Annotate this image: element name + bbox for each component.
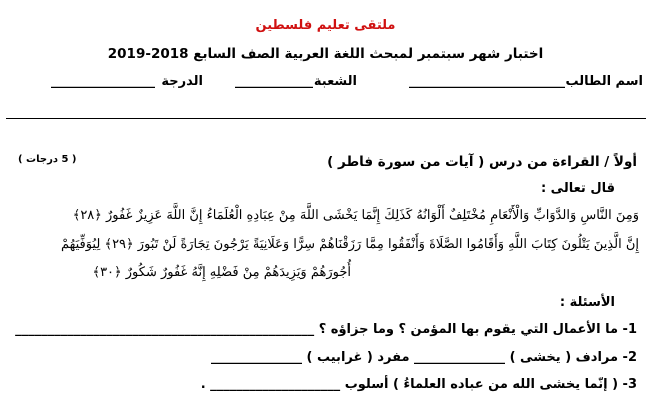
- section-label: الشعبة: [313, 74, 357, 89]
- student-name-blank: ________________________: [409, 74, 565, 89]
- student-name-label: اسم الطالب: [565, 74, 643, 89]
- section-blank: ____________: [235, 74, 313, 89]
- verse-line-1: وَمِنَ النَّاسِ وَالدَّوَابِّ وَالْأَنْعَامِ مُخْتَلِفٌ أَلْوَانُهُ كَذَلِكَ إِنَّمَا يَخْشَى اللَّهَ مِنْ عِبَادِهِ الْعُلَمَاءُ إِنَّ اللَّهَ عَزِيزٌ غَفُورٌ ﴿٢٨﴾: [72, 208, 639, 223]
- section1-score: ( 5 درجات ): [18, 154, 77, 165]
- question-3: 3- ( إنّما يخشى الله من عباده العلماءُ ) أسلوب ____________________ .: [200, 377, 637, 392]
- section1-heading: أولاً / القراءة من درس ( آيات من سورة فاطر ): [327, 154, 637, 170]
- verse-line-2: إِنَّ الَّذِينَ يَتْلُونَ كِتَابَ اللَّهِ وَأَقَامُوا الصَّلَاةَ وَأَنْفَقُوا مِمَّا رَزَقْنَاهُمْ سِرًّا وَعَلَانِيَةً يَرْجُونَ تِجَارَةً لَنْ تَبُورَ ﴿٢٩﴾ لِيُوَفِّيَهُمْ: [60, 237, 639, 252]
- verse-intro: قال تعالى :: [540, 181, 615, 196]
- questions-label: الأسئلة :: [559, 295, 615, 310]
- question-2: 2- مرادف ( يخشى ) ______________ مفرد ( غرابيب ) ______________: [211, 350, 637, 365]
- question-1: 1- ما الأعمال التي يقوم بها المؤمن ؟ وما جزاؤه ؟ ______________________________________________: [15, 322, 637, 337]
- student-info-row: [18, 74, 643, 98]
- site-title: ملتقى تعليم فلسطين: [255, 18, 396, 33]
- verse-line-3: أُجُورَهُمْ وَيَزِيدَهُمْ مِنْ فَضْلِهِ إِنَّهُ غَفُورٌ شَكُورٌ ﴿٣٠﴾: [92, 265, 351, 280]
- grade-blank: ________________: [51, 74, 155, 89]
- exam-subtitle: اختبار شهر سبتمبر لمبحث اللغة العربية الصف السابع 2018-2019: [107, 46, 544, 62]
- header-divider: [6, 118, 646, 119]
- grade-label: الدرجة: [161, 74, 203, 89]
